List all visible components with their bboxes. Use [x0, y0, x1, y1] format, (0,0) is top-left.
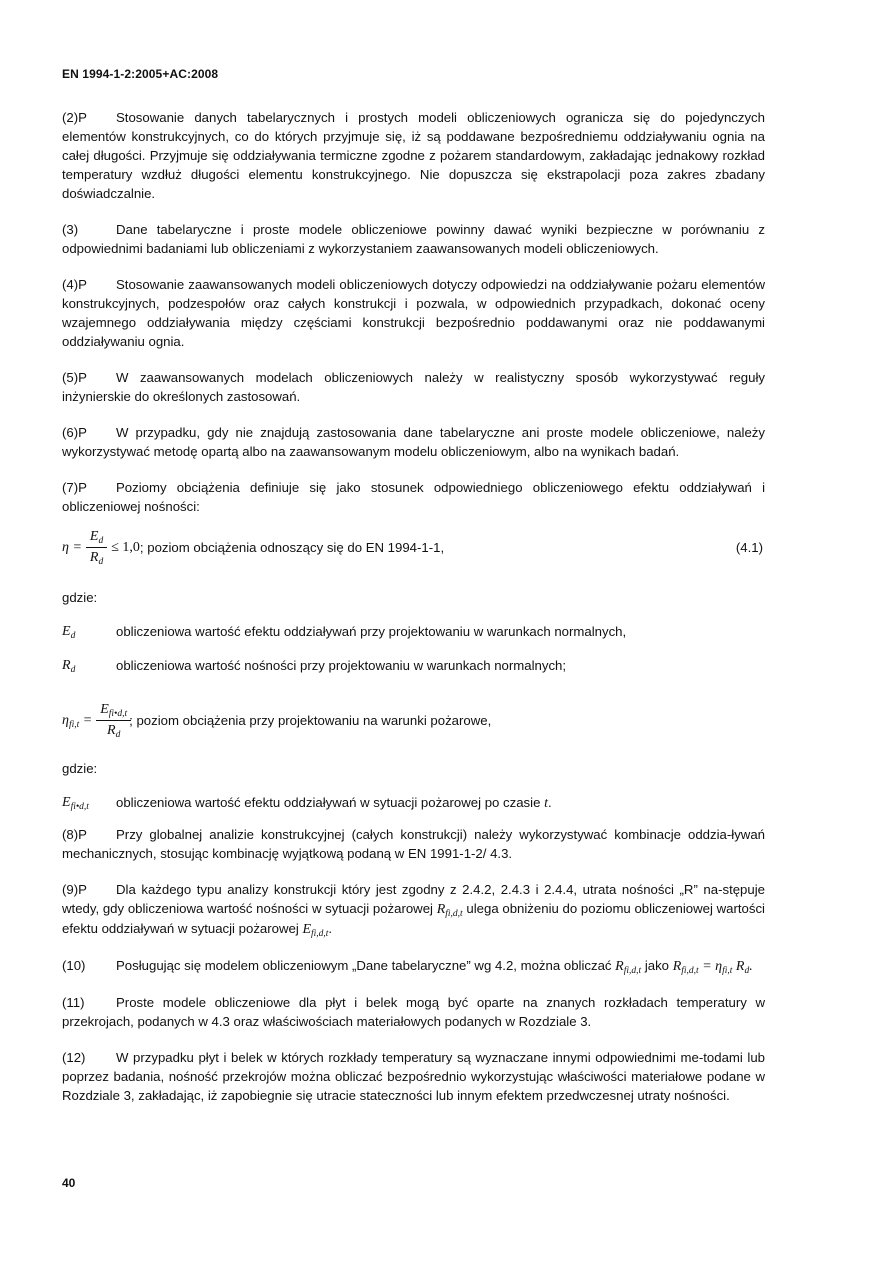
paragraph-number: (2)P — [62, 110, 87, 125]
eta-subscript: fi,t — [722, 966, 733, 976]
numerator-subscript: d — [98, 535, 104, 546]
paragraph-2 — [62, 108, 765, 203]
paragraph-number: (7)P — [62, 480, 87, 495]
symbol-letter: E — [302, 922, 311, 937]
paragraph-text-a: Dla każdego typu analizy konstrukcji który jest zgodny z 2.4.2, 2.4.3 i 2.4.4, utrata nośności „R” na-stępuje wtedy, gdy obliczeniowa wartość nośności w sytuacji pożarowej — [62, 882, 765, 916]
symbol-subscript: fi,d,t — [311, 929, 329, 939]
denominator — [107, 721, 120, 741]
eta-symbol: η = — [62, 539, 82, 555]
where-label: gdzie: — [62, 590, 98, 605]
symbol-subscript: fi•d,t — [70, 802, 89, 812]
paragraph-number: (8)P — [62, 827, 87, 842]
paragraph-number: (9)P — [62, 882, 87, 897]
paragraph-9 — [62, 880, 765, 939]
paragraph-10 — [62, 956, 765, 976]
symbol-letter: E — [62, 624, 71, 639]
paragraph-text-a: Posługując się modelem obliczeniowym „Dane tabelaryczne” wg 4.2, można obliczać — [116, 958, 612, 973]
equation-fire-load-level — [62, 691, 765, 749]
eta-fi-symbol — [62, 711, 92, 730]
definition-ed — [62, 622, 765, 641]
equals-sign: = — [702, 959, 712, 974]
document-header: EN 1994-1-2:2005+AC:2008 — [62, 67, 219, 81]
paragraph-6 — [62, 423, 765, 461]
e-fi-d-t-symbol — [302, 922, 328, 937]
definition-rd — [62, 656, 765, 675]
paragraph-text: Przy globalnej analizie konstrukcyjnej (całych konstrukcji) należy wykorzystywać kombinacje oddzia-ływań mechanicznych, stosując kombinację wyjątkową podaną w EN 1991-1-2/ 4.3. — [62, 827, 765, 861]
paragraph-number: (11) — [62, 995, 85, 1010]
paragraph-number: (6)P — [62, 425, 87, 440]
period: . — [749, 959, 753, 974]
eta-letter: η — [62, 712, 69, 728]
paragraph-12 — [62, 1048, 765, 1105]
numerator-symbol: E — [100, 701, 109, 717]
numerator-symbol: E — [89, 528, 99, 544]
paragraph-text: W przypadku płyt i belek w których rozkłady temperatury są wyznaczane innymi odpowiednimi me-todami lub poprzez badania, nośność przekrojów można obliczać bezpośrednio wykorzystując właściwości materiałowe podane w Rozdziale 3, zakładając, iż zapobiegnie się utracie stateczności lub innym efektem przedwczesnej utraty nośności. — [62, 1050, 765, 1103]
paragraph-number: (3) — [62, 222, 79, 237]
numerator — [86, 527, 107, 548]
denominator — [90, 548, 103, 568]
paragraph-8 — [62, 825, 765, 863]
paragraph-number: (5)P — [62, 370, 87, 385]
period: . — [328, 921, 333, 936]
paragraph-text-b: jako — [644, 958, 670, 973]
symbol-letter: R — [735, 959, 745, 974]
symbol-subscript: fi,d,t — [681, 966, 699, 976]
equation-description: ; poziom obciążenia przy projektowaniu na warunki pożarowe, — [129, 712, 492, 728]
paragraph-number: (4)P — [62, 277, 87, 292]
paragraph-text-b: ulega obniżeniu do poziomu obliczeniowej wartości efektu oddziaływań w sytuacji pożarowej — [62, 901, 765, 936]
symbol-subscript: d — [744, 966, 750, 976]
r-fi-d-t-symbol — [437, 902, 463, 917]
definition-text: obliczeniowa wartość efektu oddziaływań w sytuacji pożarowej po czasie — [116, 795, 541, 810]
symbol-letter: R — [615, 959, 624, 974]
definition-symbol — [62, 656, 116, 675]
where-label: gdzie: — [62, 761, 98, 776]
time-symbol: t — [544, 796, 548, 811]
symbol-subscript: fi,d,t — [623, 966, 642, 976]
equation-number: (4.1) — [735, 540, 763, 555]
paragraph-4 — [62, 275, 765, 351]
symbol-letter: E — [62, 795, 71, 810]
r-fi-d-t-symbol — [615, 959, 641, 974]
definition-symbol — [62, 622, 116, 641]
paragraph-number: (12) — [62, 1050, 86, 1065]
symbol-letter: R — [672, 959, 682, 974]
condition: ≤ 1,0 — [111, 539, 140, 555]
denominator-symbol: R — [89, 549, 99, 565]
symbol-subscript: d — [70, 665, 76, 675]
denominator-subscript: d — [115, 729, 121, 740]
symbol-letter: R — [436, 902, 446, 917]
denominator-symbol: R — [107, 722, 116, 738]
equals-sign: = — [82, 712, 93, 728]
definition-symbol — [62, 793, 116, 813]
symbol-letter: R — [62, 658, 71, 673]
definition-text-wrapper — [116, 793, 552, 813]
denominator-subscript: d — [98, 556, 104, 567]
paragraph-text: Stosowanie zaawansowanych modeli obliczeniowych dotyczy odpowiedzi na oddziaływanie pożaru elementów konstrukcyjnych, podzespołów oraz całych konstrukcji i pozwala, w odpowiednich przypadkach, dokonać oceny wzajemnego oddziaływania między częściami konstrukcji bezpośrednio poddawanymi oraz nie poddawanymi oddziaływaniu ognia. — [62, 277, 765, 349]
eta-letter: η — [715, 959, 723, 974]
paragraph-3 — [62, 220, 765, 258]
symbol-subscript: fi,d,t — [445, 909, 463, 919]
paragraph-text: W zaawansowanych modelach obliczeniowych należy w realistyczny sposób wykorzystywać reguły inżynierskie do określonych zastosowań. — [62, 370, 765, 404]
paragraph-text: Poziomy obciążenia definiuje się jako stosunek odpowiedniego obliczeniowego efektu oddziaływań i obliczeniowej nośności: — [62, 480, 765, 514]
symbol-subscript: d — [70, 631, 76, 641]
paragraph-11 — [62, 993, 765, 1031]
page-number: 40 — [62, 1176, 76, 1190]
fraction — [96, 700, 131, 741]
paragraph-7 — [62, 478, 765, 516]
fraction — [86, 527, 107, 568]
paragraph-number: (10) — [62, 958, 86, 973]
paragraph-text: Proste modele obliczeniowe dla płyt i belek mogą być oparte na znanych rozkładach temperatury w przekrojach, podanych w 4.3 oraz właściwościach materiałowych podanych w Rozdziale 3. — [62, 995, 765, 1029]
paragraph-5 — [62, 368, 765, 406]
equation-4-1 — [62, 518, 765, 576]
paragraph-text: Dane tabelaryczne i proste modele obliczeniowe powinny dawać wyniki bezpieczne w porównaniu z odpowiednimi badaniami lub obliczeniami z wykorzystaniem zaawansowanych modeli obliczeniowych. — [62, 222, 765, 256]
period: . — [547, 795, 552, 810]
definition-text: obliczeniowa wartość efektu oddziaływań przy projektowaniu w warunkach normalnych, — [116, 624, 627, 639]
paragraph-text: Stosowanie danych tabelarycznych i prostych modeli obliczeniowych ogranicza się do pojedynczych elementów konstrukcyjnych, co do których przyjmuje się, iż są poddawane bezpośredniemu oddziaływaniu ognia na całej długości. Przyjmuje się oddziaływania termiczne zgodne z pożarem standardowym, zakładając jednakowy rozkład temperatury wzdłuż długości elementu konstrukcyjnego. Nie dopuszcza się ekstrapolacji poza zakres zbadany doświadczalnie. — [62, 110, 765, 201]
formula — [673, 959, 753, 974]
page-content — [62, 108, 765, 1122]
numerator-subscript: fi•d,t — [108, 708, 128, 719]
paragraph-text: W przypadku, gdy nie znajdują zastosowania dane tabelaryczne ani proste modele obliczeniowe, należy wykorzystywać metodę opartą albo na zaawansowanym modelu obliczeniowym, albo na wynikach badań. — [62, 425, 765, 459]
numerator — [96, 700, 131, 721]
definition-efidt — [62, 793, 765, 813]
equation-description: ; poziom obciążenia odnoszący się do EN 1994-1-1, — [139, 539, 445, 555]
definition-text: obliczeniowa wartość nośności przy projektowaniu w warunkach normalnych; — [116, 658, 567, 673]
eta-subscript: fi,t — [68, 719, 80, 730]
